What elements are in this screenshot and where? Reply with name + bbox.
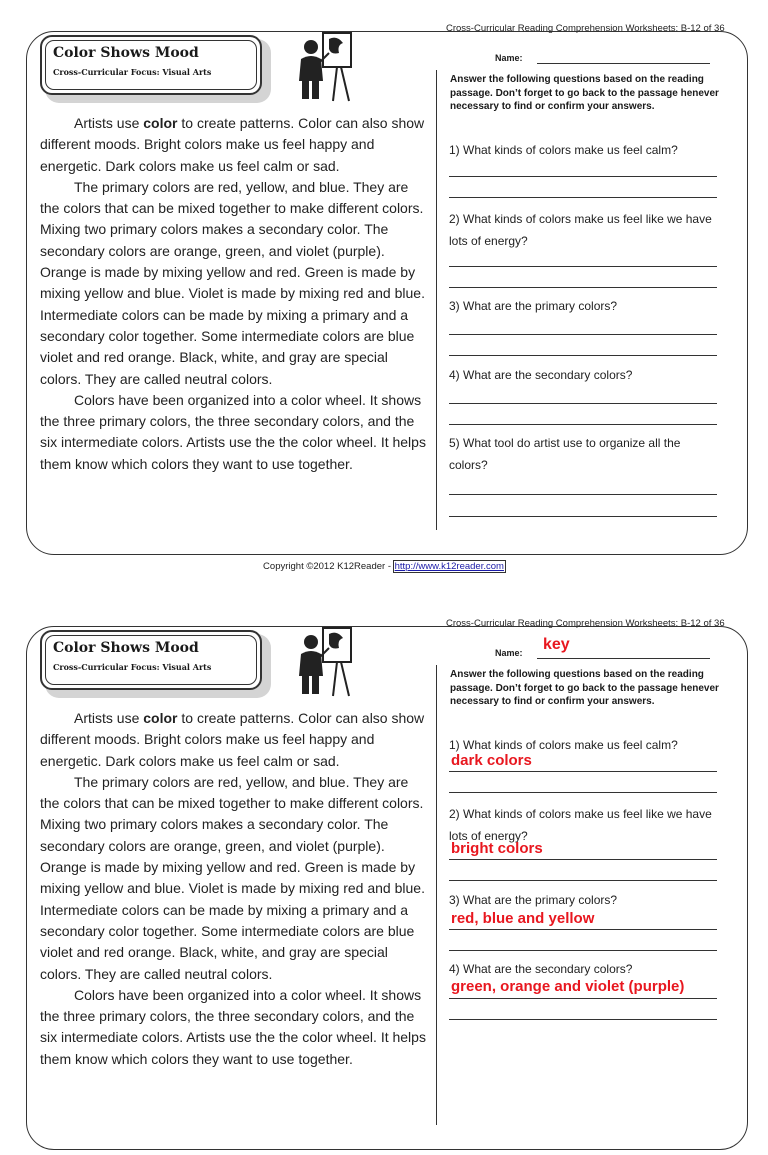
answer-4: green, orange and violet (purple) xyxy=(451,978,685,995)
column-divider xyxy=(436,70,437,530)
answer-line xyxy=(449,334,717,335)
answer-line xyxy=(449,287,717,288)
column-divider xyxy=(436,665,437,1125)
worksheet-subtitle: Cross-Curricular Focus: Visual Arts xyxy=(53,662,212,672)
name-field xyxy=(495,636,710,662)
title-box xyxy=(40,35,262,95)
answer-1: dark colors xyxy=(451,752,532,769)
worksheet-subtitle: Cross-Curricular Focus: Visual Arts xyxy=(53,67,212,77)
worksheet-title: Color Shows Mood xyxy=(53,640,199,656)
answer-line xyxy=(449,494,717,495)
reading-passage: Artists use color to create patterns. Color can also show different moods. Bright colors make us feel happy and energetic. Dark colors make us feel calm or sad. The primary colors are red, yellow, and blue. They are the colors that can be mixed together to make different colors. Mixing two primary colors makes a secondary color. The secondary colors are orange, green, and violet (purple). Orange is made by mixing yellow and red. Green is made by mixing yellow and blue. Violet is made by mixing red and blue. Intermediate colors can be made by mixing a primary and a secondary color together. Some intermediate colors are blue violet and red orange. Black, white, and gray are special colors. They are called neutral colors. Colors have been organized into a color wheel. It shows the three primary colors, the three secondary colors, and the six intermediate colors. Artists use the the color wheel. It helps them know which colors they want to use together. xyxy=(40,113,430,475)
passage-paragraph-3: Colors have been organized into a color wheel. It shows the three primary colors, the three secondary colors, and the six intermediate colors. Artists use the the color wheel. It helps them know which colors they want to use together. xyxy=(40,986,426,1067)
question-2: 2) What kinds of colors make us feel like we have lots of energy? xyxy=(449,212,712,248)
answer-line xyxy=(449,355,717,356)
worksheet-answer-key xyxy=(0,595,768,1155)
answer-line xyxy=(449,403,717,404)
answer-line xyxy=(449,859,717,860)
instructions: Answer the following questions based on the reading passage. Don’t forget to go back to the passage henever necessary to find or confirm your answers. xyxy=(450,669,719,707)
answer-line xyxy=(449,1019,717,1020)
name-field xyxy=(495,51,710,67)
answer-2: bright colors xyxy=(451,840,543,857)
answer-line xyxy=(449,792,717,793)
bold-word-color: color xyxy=(143,115,178,131)
title-box xyxy=(40,630,262,690)
reading-passage: Artists use color to create patterns. Color can also show different moods. Bright colors make us feel happy and energetic. Dark colors make us feel calm or sad. The primary colors are red, yellow, and blue. They are the colors that can be mixed together to make different colors. Mixing two primary colors makes a secondary color. The secondary colors are orange, green, and violet (purple). Orange is made by mixing yellow and red. Green is made by mixing yellow and blue. Violet is made by mixing red and blue. Intermediate colors can be made by mixing a primary and a secondary color together. Some intermediate colors are blue violet and red orange. Black, white, and gray are special colors. They are called neutral colors. Colors have been organized into a color wheel. It shows the three primary colors, the three secondary colors, and the six intermediate colors. Artists use the the color wheel. It helps them know which colors they want to use together. xyxy=(40,708,430,1070)
answer-line xyxy=(449,998,717,999)
question-1: 1) What kinds of colors make us feel calm? xyxy=(449,143,678,157)
bold-word-color: color xyxy=(143,710,178,726)
question-3: 3) What are the primary colors? xyxy=(449,893,618,907)
answer-line xyxy=(449,950,717,951)
answer-3: red, blue and yellow xyxy=(451,910,595,927)
answer-line xyxy=(449,771,717,772)
passage-paragraph-2: The primary colors are red, yellow, and blue. They are the colors that can be mixed together to make different colors. Mixing two primary colors makes a secondary color. The secondary colors are orange, green, and violet (purple). Orange is made by mixing yellow and red. Green is made by mixing yellow and blue. Violet is made by mixing red and blue. Intermediate colors can be made by mixing a primary and a secondary color together. Some intermediate colors are blue violet and red orange. Black, white, and gray are special colors. They are called neutral colors. xyxy=(40,178,425,387)
question-3: 3) What are the primary colors? xyxy=(449,299,618,313)
question-4: 4) What are the secondary colors? xyxy=(449,368,633,382)
instructions: Answer the following questions based on the reading passage. Don’t forget to go back to the passage henever necessary to find or confirm your answers. xyxy=(450,74,719,112)
answer-line xyxy=(449,424,717,425)
worksheet-header: Cross-Curricular Reading Comprehension Worksheets: B-12 of 36 xyxy=(446,23,725,34)
answer-line xyxy=(449,929,717,930)
worksheet-header: Cross-Curricular Reading Comprehension Worksheets: B-12 of 36 xyxy=(446,618,725,629)
copyright-footer: Copyright ©2012 K12Reader - http://www.k12reader.com xyxy=(263,561,504,572)
question-4: 4) What are the secondary colors? xyxy=(449,962,633,976)
question-1: 1) What kinds of colors make us feel calm? xyxy=(449,738,678,752)
k12reader-link[interactable]: http://www.k12reader.com xyxy=(394,561,504,572)
worksheet-title: Color Shows Mood xyxy=(53,45,199,61)
name-value-key: key xyxy=(543,636,570,653)
answer-line xyxy=(449,197,717,198)
artist-painting-illustration xyxy=(293,622,359,700)
answer-line xyxy=(449,266,717,267)
passage-paragraph-2: The primary colors are red, yellow, and blue. They are the colors that can be mixed together to make different colors. Mixing two primary colors makes a secondary color. The secondary colors are orange, green, and violet (purple). Orange is made by mixing yellow and red. Green is made by mixing yellow and blue. Violet is made by mixing red and blue. Intermediate colors can be made by mixing a primary and a secondary color together. Some intermediate colors are blue violet and red orange. Black, white, and gray are special colors. They are called neutral colors. xyxy=(40,773,425,982)
answer-line xyxy=(449,176,717,177)
name-label: Name: xyxy=(495,648,523,658)
answer-line xyxy=(449,516,717,517)
worksheet-blank xyxy=(0,0,768,572)
question-5: 5) What tool do artist use to organize all the colors? xyxy=(449,436,681,472)
question-2: 2) What kinds of colors make us feel like we have lots of energy? xyxy=(449,807,712,843)
answer-line xyxy=(449,880,717,881)
passage-paragraph-3: Colors have been organized into a color wheel. It shows the three primary colors, the three secondary colors, and the six intermediate colors. Artists use the the color wheel. It helps them know which colors they want to use together. xyxy=(40,391,426,472)
artist-painting-illustration xyxy=(293,27,359,105)
name-label: Name: xyxy=(495,53,523,63)
